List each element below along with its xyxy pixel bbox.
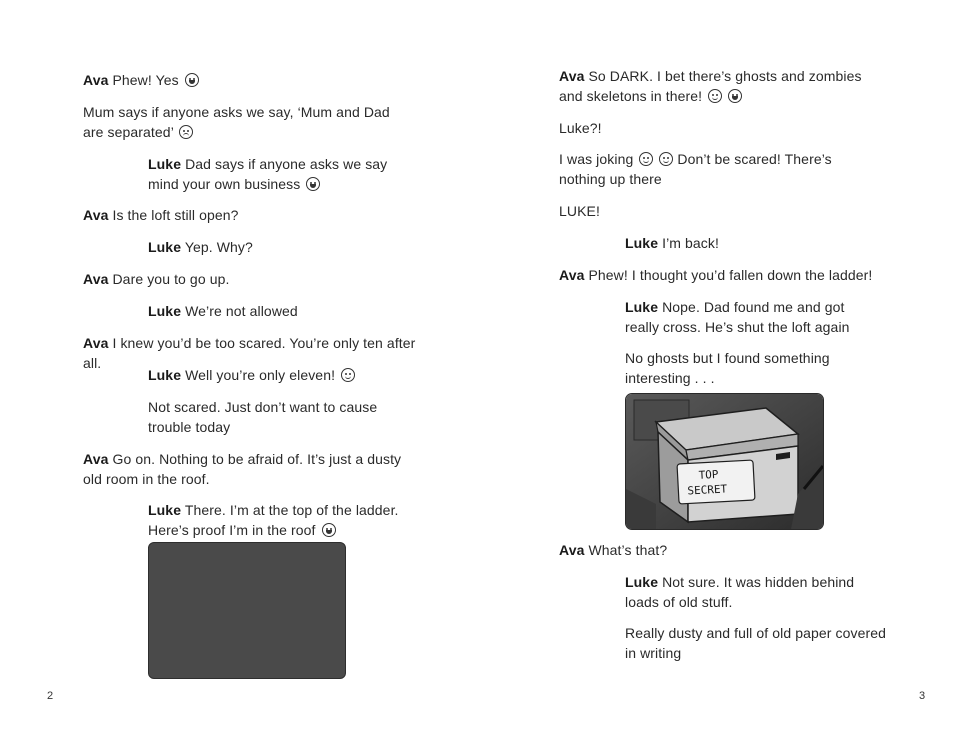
speaker-name: Luke xyxy=(148,239,182,255)
message-text: LUKE! xyxy=(559,203,600,219)
message-text: Phew! I thought you’d fallen down the ladder! xyxy=(588,267,873,283)
page-number: 2 xyxy=(47,690,54,702)
right-page xyxy=(487,0,974,756)
page-number: 3 xyxy=(919,690,926,702)
ghost-icon xyxy=(708,89,722,103)
message-text: Nope. Dad found me and got really cross. He’s shut the loft again xyxy=(625,299,850,335)
message-ava xyxy=(83,206,413,226)
message-text: Is the loft still open? xyxy=(112,207,239,223)
message-text: We’re not allowed xyxy=(185,303,298,319)
message-ava xyxy=(559,541,869,561)
message-text: Yep. Why? xyxy=(184,239,253,255)
message-ava xyxy=(559,202,869,222)
message-text: Not sure. It was hidden behind loads of old stuff. xyxy=(625,574,855,610)
laughing-icon xyxy=(322,523,336,537)
eye-roll-icon xyxy=(341,368,355,382)
message-text: Not scared. Just don’t want to cause trouble today xyxy=(148,399,378,435)
message-text: Go on. Nothing to be afraid of. It’s just a dusty old room in the roof. xyxy=(83,451,402,487)
message-ava xyxy=(83,450,408,489)
speaker-name: Luke xyxy=(148,303,182,319)
message-luke xyxy=(625,234,885,254)
message-ava xyxy=(83,270,413,290)
message-ava xyxy=(83,71,413,91)
speaker-name: Ava xyxy=(559,267,585,283)
speaker-name: Ava xyxy=(559,542,585,558)
message-text: No ghosts but I found something interesting . . . xyxy=(625,350,830,386)
speaker-name: Ava xyxy=(83,335,109,351)
message-ava xyxy=(559,119,869,139)
laughing-icon xyxy=(306,177,320,191)
speaker-name: Ava xyxy=(83,207,109,223)
speaker-name: Ava xyxy=(83,271,109,287)
panda-icon xyxy=(639,152,653,166)
message-text: Dad says if anyone asks we say mind your own business xyxy=(148,156,388,192)
message-text: I knew you’d be too scared. You’re only ten after all. xyxy=(83,335,416,371)
panda-icon xyxy=(659,152,673,166)
message-text: I was joking xyxy=(559,151,634,167)
message-ava xyxy=(559,150,877,189)
message-ava xyxy=(559,67,869,106)
box-label-top: TOP xyxy=(698,467,719,482)
message-luke xyxy=(148,366,403,386)
message-text: So DARK. I bet there’s ghosts and zombies and skeletons in there! xyxy=(559,68,862,104)
message-luke xyxy=(625,573,887,612)
sad-face-icon xyxy=(179,125,193,139)
message-text: Really dusty and full of old paper covered in writing xyxy=(625,625,887,661)
message-text: I’m back! xyxy=(662,235,719,251)
message-text: Dare you to go up. xyxy=(112,271,230,287)
speaker-name: Luke xyxy=(148,367,182,383)
message-luke xyxy=(625,298,875,337)
box-label-secret: SECRET xyxy=(687,482,728,498)
message-luke xyxy=(625,349,840,388)
loft-photo xyxy=(148,542,346,679)
message-text: What’s that? xyxy=(588,542,668,558)
secret-box-photo xyxy=(625,393,824,530)
message-ava xyxy=(83,103,393,142)
speaker-name: Ava xyxy=(83,72,109,88)
speaker-name: Luke xyxy=(148,502,182,518)
message-luke xyxy=(625,624,887,663)
speaker-name: Luke xyxy=(625,574,659,590)
speaker-name: Luke xyxy=(148,156,182,172)
message-luke xyxy=(148,398,406,437)
message-text: Mum says if anyone asks we say, ‘Mum and Dad are separated’ xyxy=(83,104,390,140)
speaker-name: Ava xyxy=(83,451,109,467)
message-text: Don’t be scared! There’s nothing up there xyxy=(559,151,832,187)
message-text: Well you’re only eleven! xyxy=(185,367,336,383)
speaker-name: Luke xyxy=(625,235,659,251)
skull-icon xyxy=(728,89,742,103)
speaker-name: Luke xyxy=(625,299,659,315)
message-text: Phew! Yes xyxy=(112,72,179,88)
message-ava xyxy=(559,266,879,286)
message-text: Luke?! xyxy=(559,120,602,136)
speaker-name: Ava xyxy=(559,68,585,84)
message-luke xyxy=(148,302,403,322)
grin-icon xyxy=(185,73,199,87)
message-luke xyxy=(148,238,403,258)
message-text: There. I’m at the top of the ladder. Here’s proof I’m in the roof xyxy=(148,502,399,538)
message-luke xyxy=(148,501,403,540)
message-luke xyxy=(148,155,403,194)
